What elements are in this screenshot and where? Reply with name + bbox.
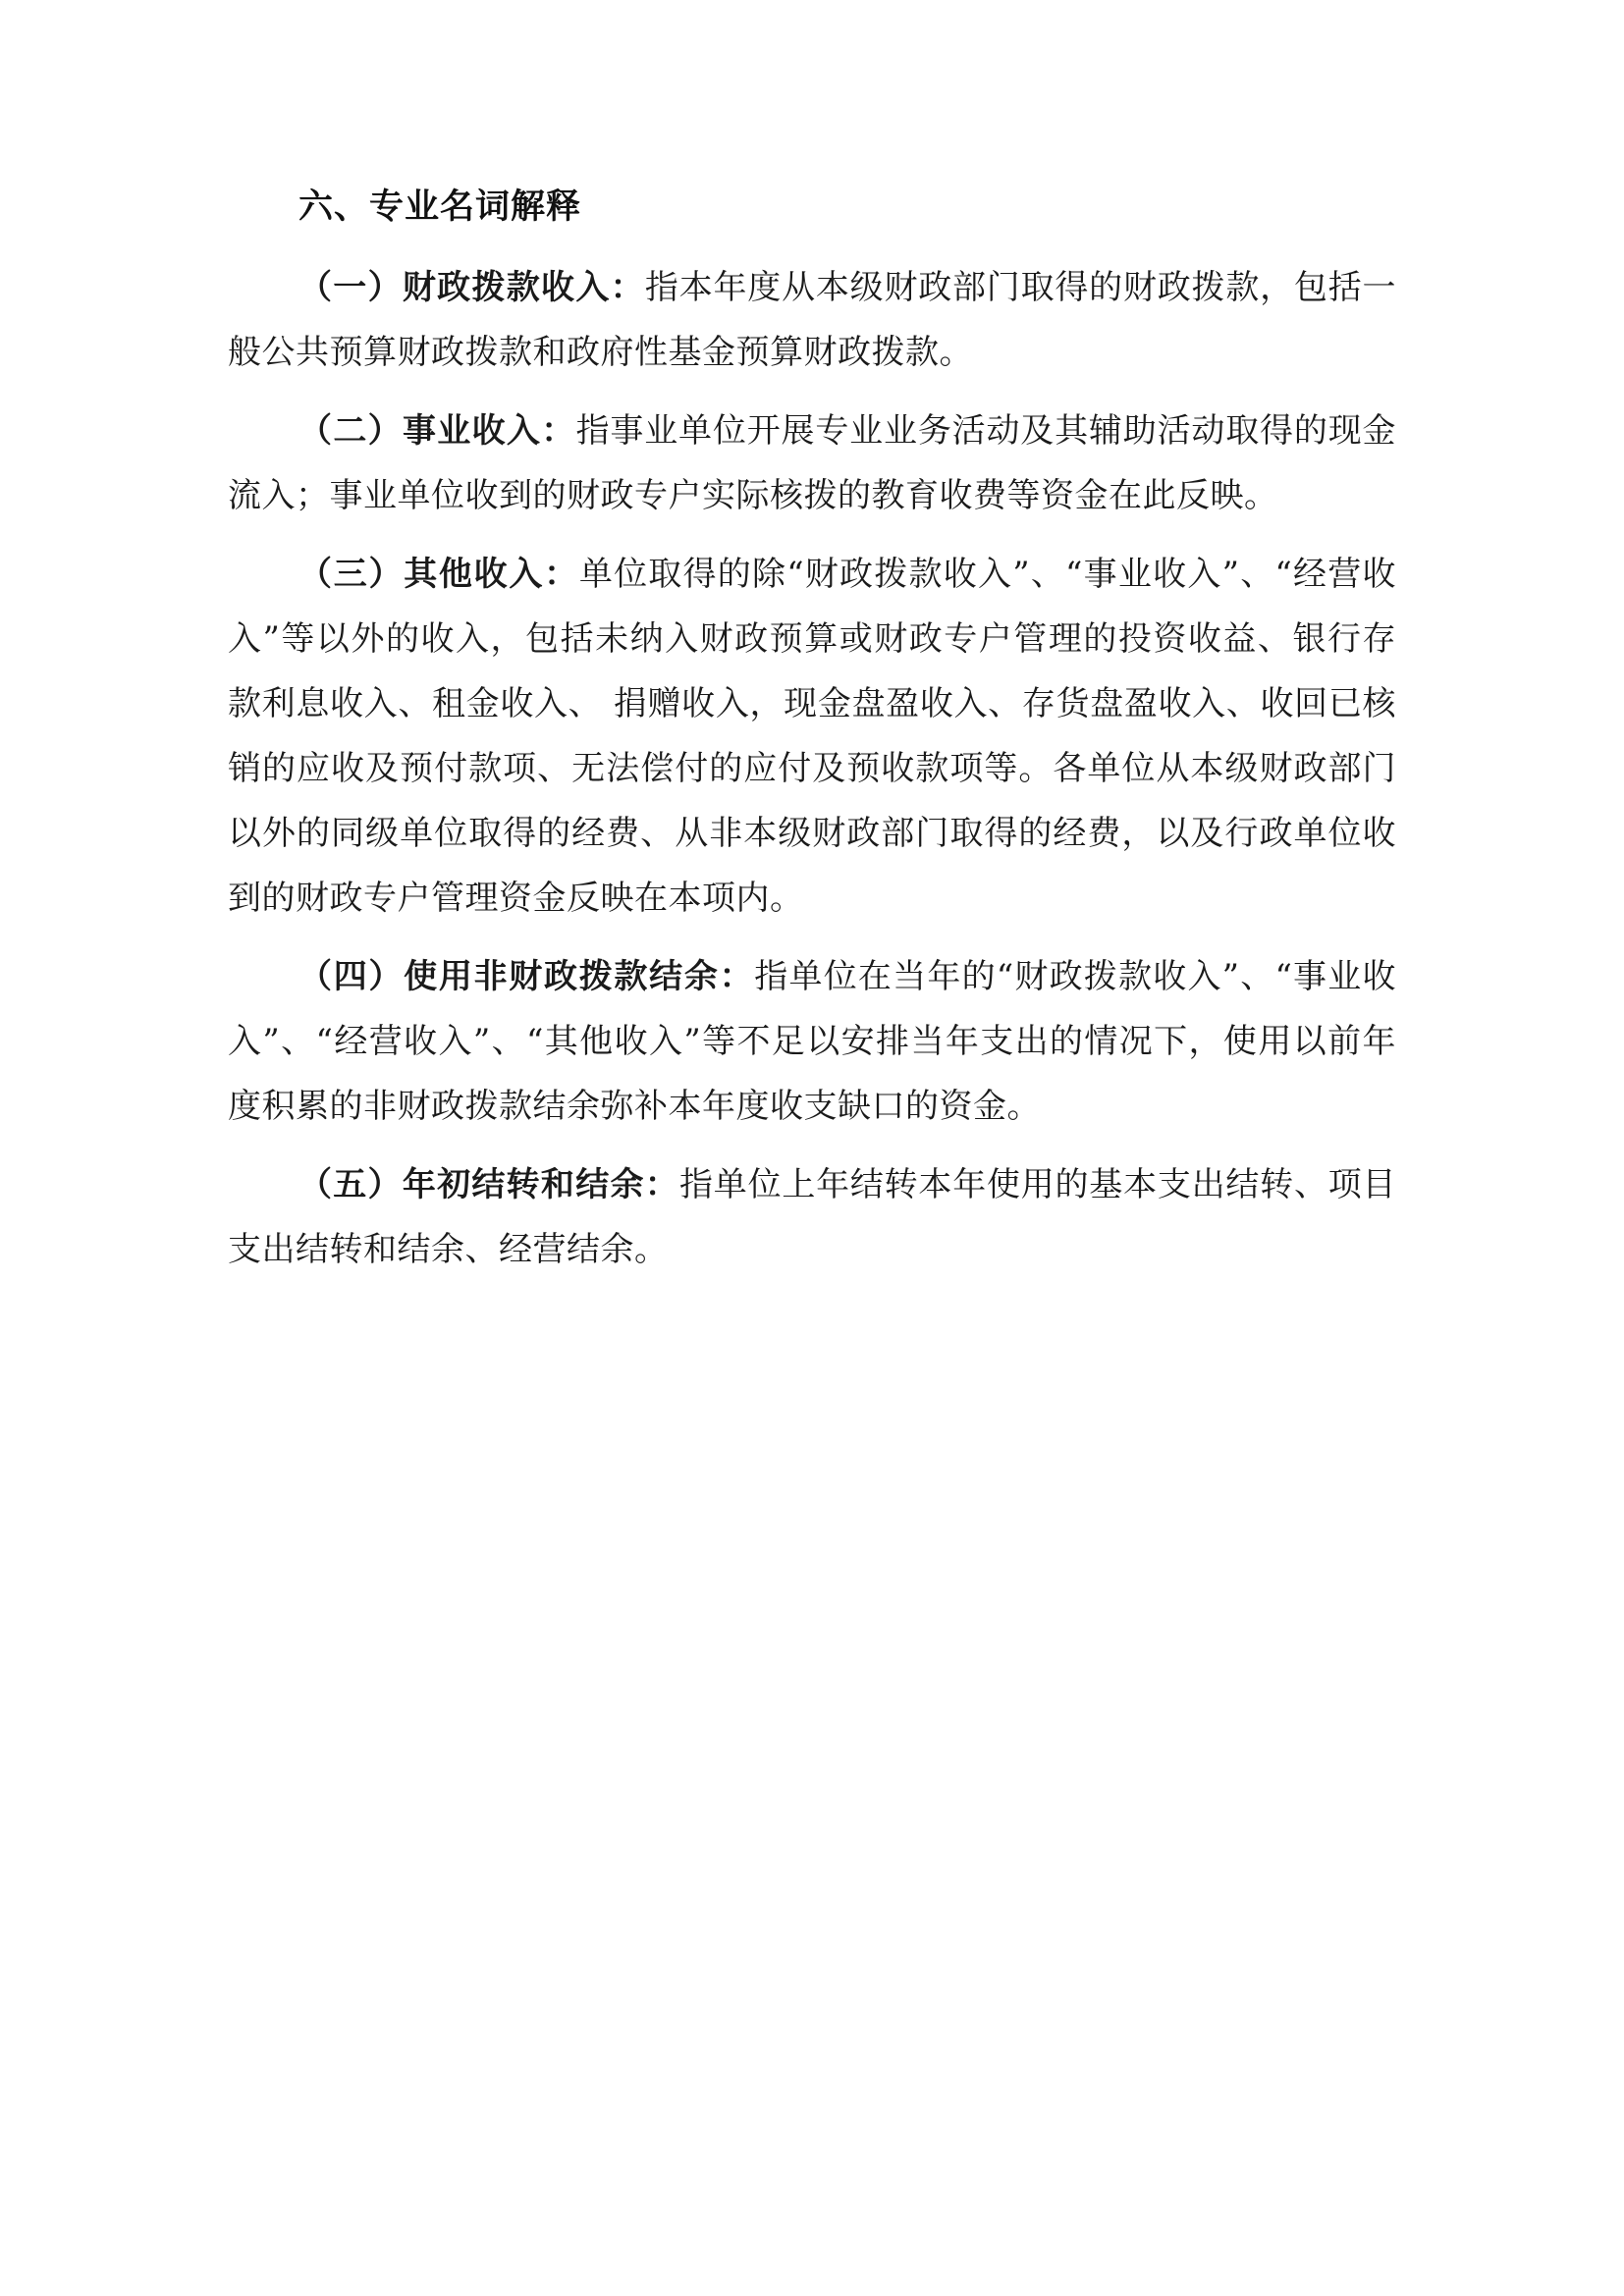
term-text-4: 指单位在当年的“财政拨款收入”、“事业收入”、“经营收入”、“其他收入”等不足以安排当年支出的情况下，使用以前年度积累的非财政拨款结余弥补本年度收支缺口的资金。 (228, 957, 1396, 1126)
term-label-3: （三）其他收入： (298, 555, 579, 594)
term-label-4: （四）使用非财政拨款结余： (298, 957, 755, 996)
paragraph-item-5 (228, 1152, 1396, 1282)
paragraph-item-3 (228, 542, 1396, 931)
section-heading: 六、专业名词解释 (298, 187, 582, 227)
paragraph-item-1 (228, 255, 1396, 385)
term-label-5: （五）年初结转和结余： (298, 1165, 680, 1204)
term-label-2: （二）事业收入： (298, 411, 576, 451)
paragraph-item-4 (228, 944, 1396, 1139)
term-text-2: 指事业单位开展专业业务活动及其辅助活动取得的现金流入；事业单位收到的财政专户实际核拨的教育收费等资金在此反映。 (228, 411, 1397, 515)
document-body (228, 187, 1396, 1282)
term-text-5: 指单位上年结转本年使用的基本支出结转、项目支出结转和结余、经营结余。 (228, 1165, 1396, 1269)
paragraph-item-2 (228, 399, 1396, 528)
term-text-1: 指本年度从本级财政部门取得的财政拨款，包括一般公共预算财政拨款和政府性基金预算财政拨款。 (228, 268, 1397, 372)
term-label-1: （一）财政拨款收入： (298, 268, 645, 307)
term-text-3: 单位取得的除“财政拨款收入”、“事业收入”、“经营收入”等以外的收入，包括未纳入财政预算或财政专户管理的投资收益、银行存款利息收入、租金收入、 捐赠收入，现金盘盈收入、存货盘盈收入、收回已核销的应收及预付款项、无法偿付的应付及预收款项等。各单位从本级财政部门以外的同级单位取得的经费、从非本级财政部门取得的经费，以及行政单位收到的财政专户管理资金反映在本项内。 (228, 555, 1396, 918)
